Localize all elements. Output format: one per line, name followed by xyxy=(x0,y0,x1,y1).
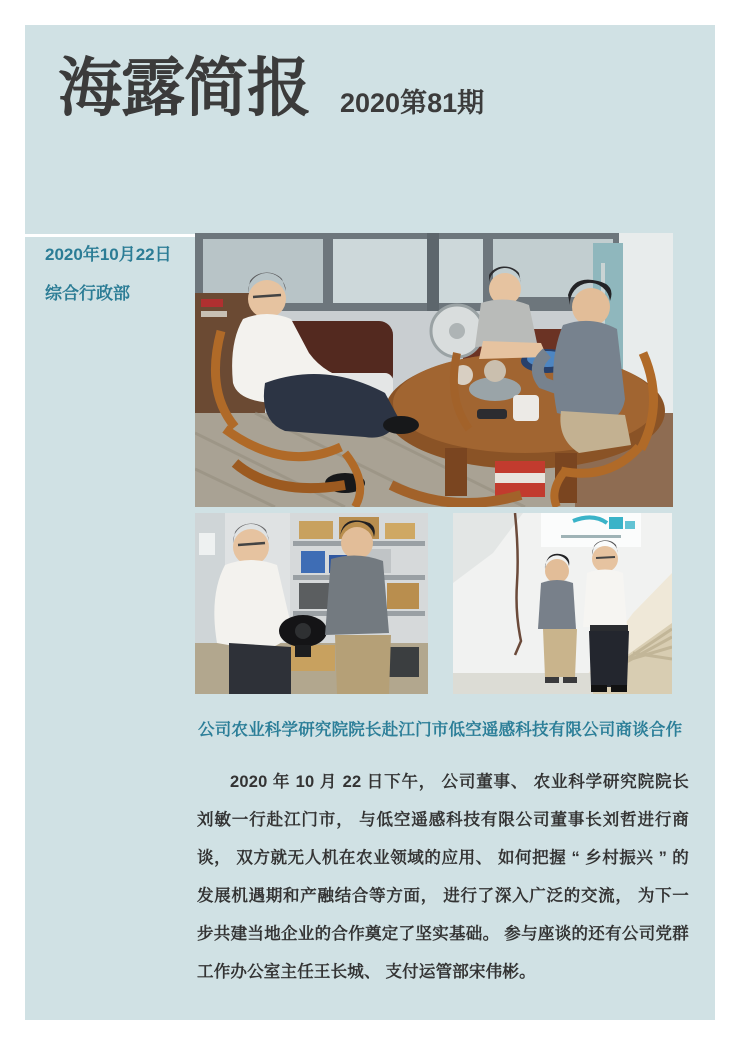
company-sign xyxy=(541,513,641,547)
meeting-room-illustration xyxy=(195,233,673,507)
stairwell-illustration xyxy=(453,513,672,694)
issue-date: 2020年10月22日 xyxy=(45,245,172,264)
department-name: 综合行政部 xyxy=(45,284,130,303)
meeting-room-photo xyxy=(195,233,673,507)
masthead xyxy=(58,52,485,124)
workshop-illustration xyxy=(195,513,428,694)
article-body: 2020 年 10 月 22 日下午， 公司董事、 农业科学研究院院长刘敏一行赴江门市， 与低空遥感科技有限公司董事长刘哲进行商谈， 双方就无人机在农业领域的应用、 如何把握 “ 乡村振兴 ” 的发展机遇期和产融结合等方面， 进行了深入广泛的交流， 为下一步共建当地企业的合作奠定了坚实基础。 参与座谈的还有公司党群工作办公室主任王长城、 支付运管部宋伟彬。 xyxy=(197,773,689,981)
article-headline: 公司农业科学研究院院长赴江门市低空遥感科技有限公司商谈合作 xyxy=(198,721,683,739)
workshop-photo xyxy=(195,513,428,694)
meta-column xyxy=(45,245,195,304)
issue-number: 2020第81期 xyxy=(340,88,485,118)
stairwell-photo xyxy=(453,513,672,694)
meta-separator-line xyxy=(25,234,197,237)
newsletter-panel xyxy=(25,25,715,1020)
newsletter-title: 海露简报 xyxy=(58,52,310,124)
